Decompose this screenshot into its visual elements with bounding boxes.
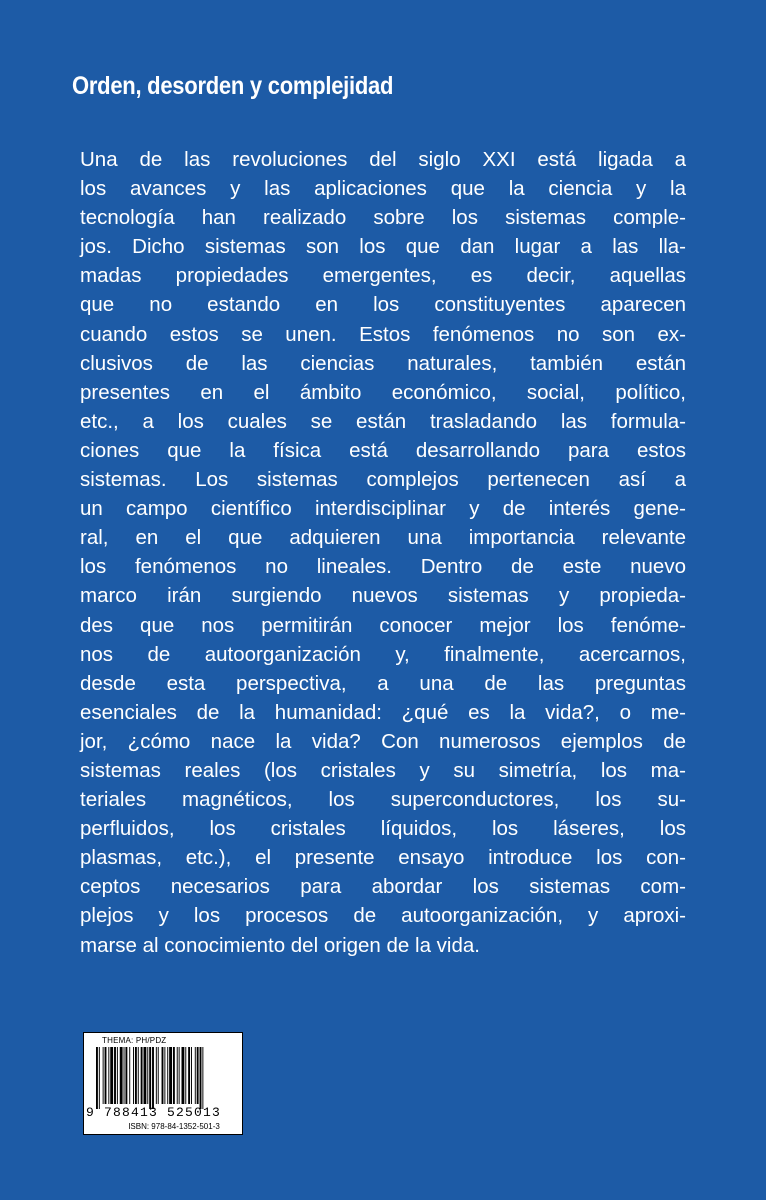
- synopsis-line: plejos y los procesos de autoorganización, y aproxi-: [80, 904, 686, 928]
- barcode-bar: [149, 1047, 151, 1109]
- synopsis-line: que no estando en los constituyentes aparecen: [80, 293, 686, 317]
- barcode-bar: [169, 1047, 172, 1104]
- synopsis-line: perfluidos, los cristales líquidos, los láseres, los: [80, 817, 686, 841]
- synopsis-line: des que nos permitirán conocer mejor los fenóme-: [80, 613, 686, 637]
- synopsis-line: ral, en el que adquieren una importancia relevante: [80, 526, 686, 550]
- barcode-bar: [141, 1047, 143, 1104]
- barcode-bar: [125, 1047, 127, 1104]
- barcode-bar: [156, 1047, 157, 1104]
- barcode-bar: [188, 1047, 190, 1104]
- barcode-bar: [105, 1047, 107, 1104]
- barcode-bar: [133, 1047, 134, 1104]
- barcode-bar: [144, 1047, 147, 1104]
- synopsis-line: sistemas. Los sistemas complejos pertenecen así a: [80, 468, 686, 492]
- barcode-bar: [103, 1047, 104, 1104]
- synopsis-line: jor, ¿cómo nace la vida? Con numerosos ejemplos de: [80, 729, 686, 753]
- barcode-bar: [195, 1047, 196, 1104]
- synopsis-line: clusivos de las ciencias naturales, también están: [80, 351, 686, 375]
- synopsis-line: los avances y las aplicaciones que la ciencia y la: [80, 177, 686, 201]
- synopsis-line: esenciales de la humanidad: ¿qué es la vida?, o me-: [80, 700, 686, 724]
- barcode-bar: [197, 1047, 199, 1104]
- barcode-bar: [117, 1047, 118, 1104]
- synopsis-line: teriales magnéticos, los superconductores, los su-: [80, 788, 686, 812]
- synopsis-line: ceptos necesarios para abordar los sistemas com-: [80, 875, 686, 899]
- barcode-bar: [202, 1047, 203, 1109]
- barcode-bar: [108, 1047, 109, 1104]
- barcode-bar: [162, 1047, 164, 1104]
- synopsis-line: madas propiedades emergentes, es decir, aquellas: [80, 264, 686, 288]
- barcode-bar: [185, 1047, 186, 1104]
- synopsis-line: nos de autoorganización y, finalmente, acercarnos,: [80, 642, 686, 666]
- thema-code: THEMA: PH/PDZ: [102, 1036, 167, 1045]
- synopsis-line: etc., a los cuales se están trasladando las formula-: [80, 409, 686, 433]
- barcode-bar: [110, 1047, 113, 1104]
- synopsis-line: jos. Dicho sistemas son los que dan lugar a las lla-: [80, 235, 686, 259]
- barcode-bar: [167, 1047, 168, 1104]
- barcode-bar: [182, 1047, 185, 1104]
- barcode-bar: [96, 1047, 98, 1109]
- barcode-bar: [124, 1047, 125, 1104]
- synopsis-text: [80, 145, 686, 960]
- synopsis-line: los fenómenos no lineales. Dentro de este nuevo: [80, 555, 686, 579]
- barcode-bar: [120, 1047, 123, 1104]
- synopsis-line: sistemas reales (los cristales y su simetría, los ma-: [80, 758, 686, 782]
- barcode-bar: [173, 1047, 175, 1104]
- synopsis-line: un campo científico interdisciplinar y de interés gene-: [80, 497, 686, 521]
- barcode-bar: [114, 1047, 116, 1104]
- barcode-block: [83, 1032, 243, 1135]
- barcode-bar: [158, 1047, 159, 1104]
- barcode-bars: [94, 1047, 239, 1109]
- synopsis-line: marco irán surgiendo nuevos sistemas y propieda-: [80, 584, 686, 608]
- isbn-text: ISBN: 978-84-1352-501-3: [128, 1122, 220, 1131]
- barcode-bar: [138, 1047, 139, 1104]
- synopsis-line: tecnología han realizado sobre los sistemas comple-: [80, 206, 686, 230]
- barcode-bar: [135, 1047, 137, 1104]
- barcode-bar: [179, 1047, 180, 1104]
- synopsis-line: plasmas, etc.), el presente ensayo introduce los con-: [80, 846, 686, 870]
- barcode-bar: [191, 1047, 192, 1104]
- synopsis-line: desde esta perspectiva, a una de las preguntas: [80, 671, 686, 695]
- barcode-bar: [99, 1047, 100, 1109]
- synopsis-line: presentes en el ámbito económico, social, político,: [80, 380, 686, 404]
- book-title: Orden, desorden y complejidad: [72, 72, 394, 100]
- synopsis-line: cuando estos se unen. Estos fenómenos no son ex-: [80, 322, 686, 346]
- barcode-bar: [147, 1047, 148, 1104]
- barcode-digits: 9 788413 525013: [86, 1105, 222, 1120]
- barcode-bar: [129, 1047, 130, 1104]
- barcode-bar: [152, 1047, 154, 1109]
- barcode-bar: [200, 1047, 202, 1109]
- barcode-bar: [177, 1047, 178, 1104]
- isbn-label: [84, 1120, 242, 1134]
- synopsis-line: ciones que la física está desarrollando para estos: [80, 438, 686, 462]
- synopsis-line: Una de las revoluciones del siglo XXI está ligada a: [80, 148, 686, 171]
- synopsis-line: marse al conocimiento del origen de la vida.: [80, 933, 480, 957]
- barcode-bar: [164, 1047, 165, 1104]
